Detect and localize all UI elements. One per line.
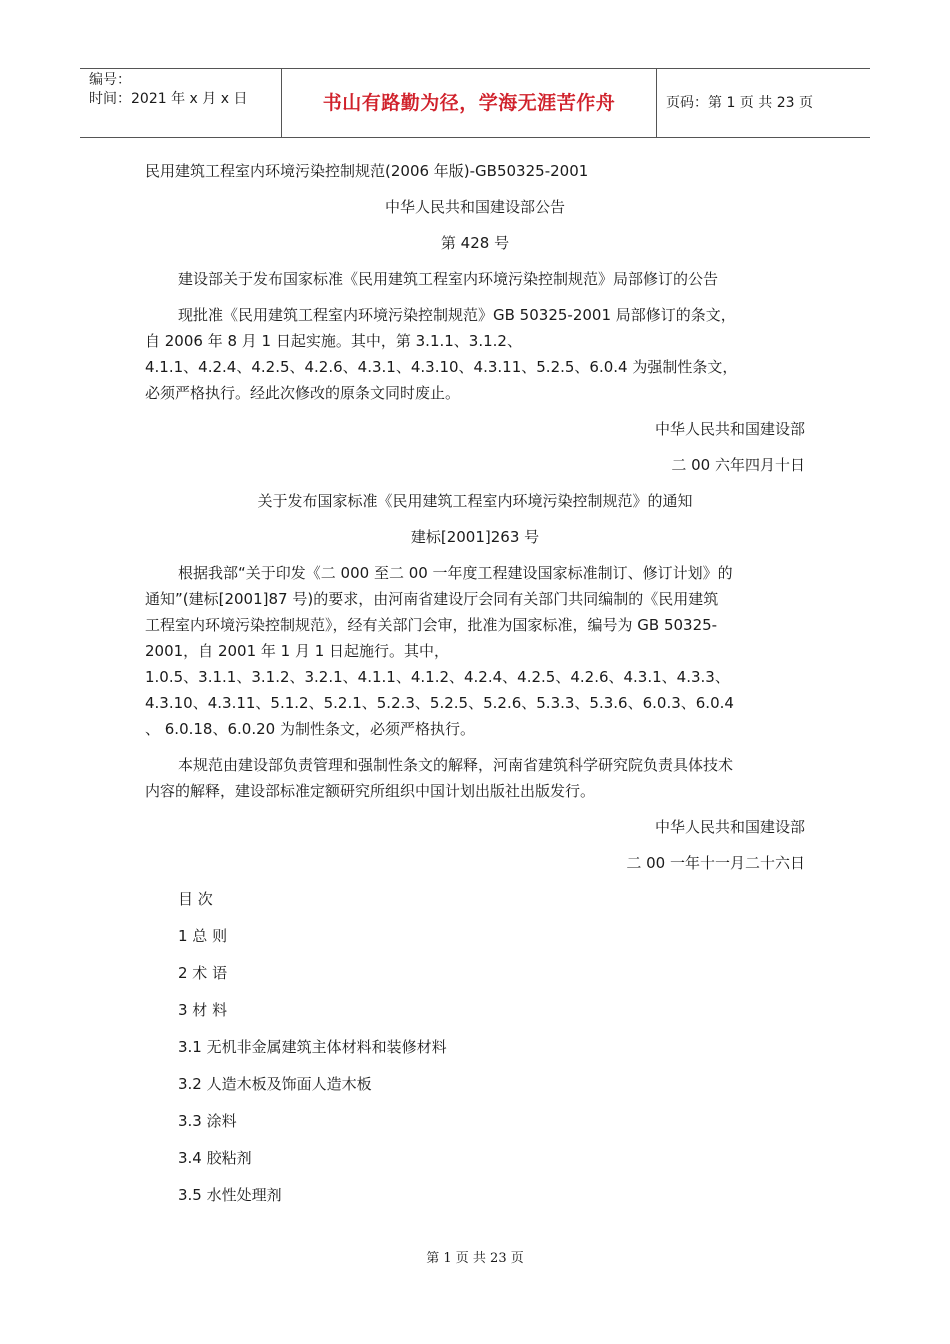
announce-date: 二 00 六年四月十日: [671, 456, 805, 474]
motto: 书山有路勤为径，学海无涯苦作舟: [322, 92, 616, 114]
management-line: 本规范由建设部负责管理和强制性条文的解释，河南省建筑科学研究院负责具体技术: [178, 756, 734, 774]
table-of-contents: [145, 886, 805, 1208]
header-motto-cell: [282, 69, 657, 137]
doc-title: 民用建筑工程室内环境污染控制规范(2006 年版)-GB50325-2001: [145, 162, 589, 180]
time-label: 时间：2021 年 x 月 x 日: [89, 91, 248, 107]
document-header: [80, 68, 870, 138]
notice-line: 通知”(建标[2001]87 号)的要求，由河南省建设厅会同有关部门共同编制的《民用建筑: [145, 590, 719, 608]
toc-item: 3.3 涂料: [178, 1112, 237, 1130]
page-info: 页码：第 1 页 共 23 页: [666, 95, 813, 111]
toc-heading: 目 次: [178, 890, 213, 908]
announce-line: 4.1.1、4.2.4、4.2.5、4.2.6、4.3.1、4.3.10、4.3.11、5.2.5、6.0.4 为强制性条文，: [145, 358, 738, 376]
notice-line: 4.3.10、4.3.11、5.1.2、5.2.1、5.2.3、5.2.5、5.2.6、5.3.3、5.3.6、6.0.3、6.0.4: [145, 694, 734, 712]
announce-line: 自 2006 年 8 月 1 日起实施。其中，第 3.1.1、3.1.2、: [145, 332, 522, 350]
notice-line: 根据我部“关于印发《二 000 至二 00 一年度工程建设国家标准制订、修订计划》的: [178, 564, 733, 582]
notice-management: [145, 752, 805, 804]
toc-item: 3 材 料: [178, 1001, 228, 1019]
notice-line: 2001，自 2001 年 1 月 1 日起施行。其中，: [145, 642, 450, 660]
header-page-cell: [657, 69, 870, 137]
announce-body: [145, 302, 805, 406]
toc-item: 3.5 水性处理剂: [178, 1186, 282, 1204]
document-body: [145, 158, 805, 1208]
announce-number: 第 428 号: [440, 234, 510, 252]
notice-line: 工程室内环境污染控制规范》，经有关部门会审，批准为国家标准，编号为 GB 50325-: [145, 616, 718, 634]
announce-issuer: 中华人民共和国建设部公告: [384, 198, 565, 216]
announce-line: 必须严格执行。经此次修改的原条文同时废止。: [145, 384, 461, 402]
toc-item: 1 总 则: [178, 927, 228, 945]
header-meta: [80, 69, 282, 137]
toc-item: 2 术 语: [178, 964, 228, 982]
announce-subject: 建设部关于发布国家标准《民用建筑工程室内环境污染控制规范》局部修订的公告: [178, 270, 719, 288]
code-label: 编号：: [89, 72, 131, 88]
toc-item: 3.1 无机非金属建筑主体材料和装修材料: [178, 1038, 447, 1056]
management-line: 内容的解释，建设部标准定额研究所组织中国计划出版社出版发行。: [145, 782, 596, 800]
announce-signer: 中华人民共和国建设部: [654, 420, 805, 438]
notice-body: [145, 560, 805, 742]
notice-date: 二 00 一年十一月二十六日: [626, 854, 805, 872]
toc-item: 3.2 人造木板及饰面人造木板: [178, 1075, 372, 1093]
notice-line: 1.0.5、3.1.1、3.1.2、3.2.1、4.1.1、4.1.2、4.2.4、4.2.5、4.2.6、4.3.1、4.3.3、: [145, 668, 730, 686]
page-footer: 第 1 页 共 23 页: [426, 1251, 524, 1266]
notice-line: 、 6.0.18、6.0.20 为制性条文，必须严格执行。: [145, 720, 475, 738]
toc-item: 3.4 胶粘剂: [178, 1149, 252, 1167]
notice-number: 建标[2001]263 号: [410, 528, 540, 546]
notice-signer: 中华人民共和国建设部: [654, 818, 805, 836]
announce-line: 现批准《民用建筑工程室内环境污染控制规范》GB 50325-2001 局部修订的条文，: [178, 306, 736, 324]
notice-title: 关于发布国家标准《民用建筑工程室内环境污染控制规范》的通知: [257, 492, 693, 510]
